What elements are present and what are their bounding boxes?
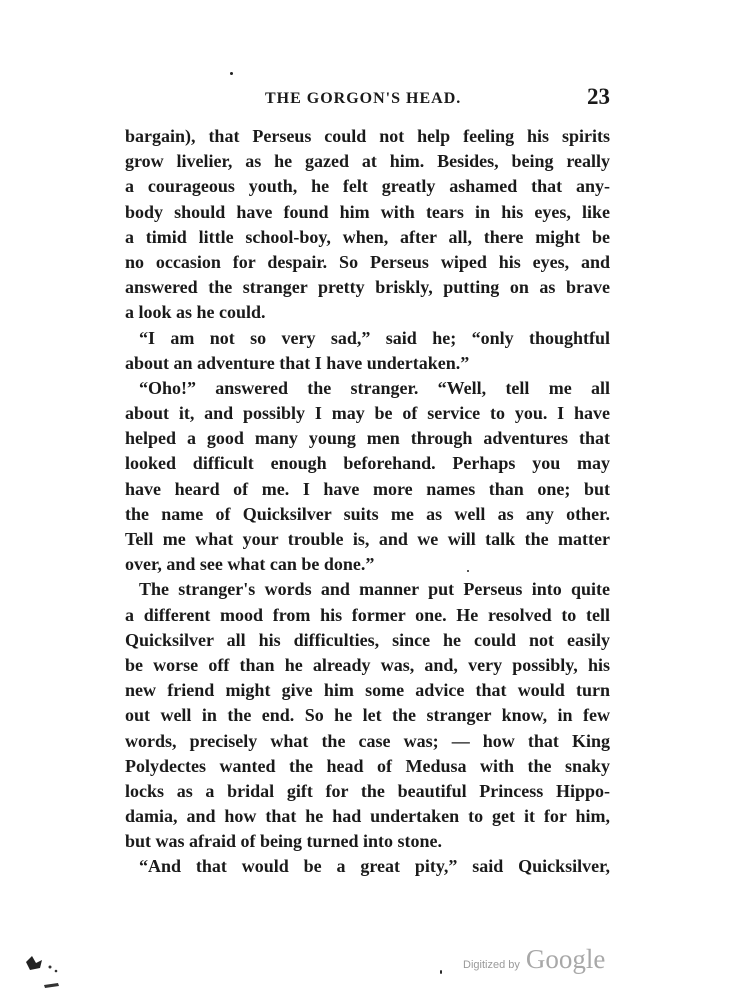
scan-speck [440,970,442,974]
text-line: “And that would be a great pity,” said Quicksilver, [139,856,610,877]
running-head-title: THE GORGON'S HEAD. [265,90,462,107]
text-line: new friend might give him some advice that would turn [125,680,610,701]
text-line: Quicksilver all his difficulties, since he could not easily [125,629,610,650]
text-line: but was afraid of being turned into stone. [125,831,443,852]
text-line: a look as he could. [125,302,266,323]
body-text [125,124,610,880]
digitized-watermark [463,944,605,975]
text-line: out well in the end. So he let the stranger know, in few [125,705,610,726]
text-line: helped a good many young men through adventures that [125,428,610,449]
text-line: no occasion for despair. So Perseus wiped his eyes, and [125,251,610,272]
page-number: 23 [587,84,610,109]
scan-speck [467,570,469,572]
text-line: about it, and possibly I may be of service to you. I have [125,403,610,424]
text-line: The stranger's words and manner put Perseus into quite [139,579,610,600]
text-line: “I am not so very sad,” said he; “only thoughtful [139,327,610,348]
text-line: be worse off than he already was, and, very possibly, his [125,654,610,675]
text-line: “Oho!” answered the stranger. “Well, tell me all [139,377,610,398]
text-line: words, precisely what the case was; — how that King [125,730,610,751]
text-line: have heard of me. I have more names than one; but [125,478,610,499]
digitized-by-label: Digitized by [463,959,520,971]
text-line: over, and see what can be done.” [125,554,375,575]
google-logo: Google [525,944,606,974]
text-line: grow livelier, as he gazed at him. Besides, being really [125,151,610,172]
text-line: damia, and how that he had undertaken to get it for him, [125,806,610,827]
text-line: a different mood from his former one. He resolved to tell [125,604,610,625]
text-line: a courageous youth, he felt greatly ashamed that any- [125,176,610,197]
text-line: about an adventure that I have undertaken.” [125,352,470,373]
text-line: Tell me what your trouble is, and we will talk the matter [125,529,610,549]
scan-speck [230,72,233,75]
text-line: body should have found him with tears in his eyes, like [125,201,610,222]
text-line: answered the stranger pretty briskly, putting on as brave [125,277,610,298]
text-line: locks as a bridal gift for the beautiful Princess Hippo- [125,780,610,801]
text-line: looked difficult enough beforehand. Perhaps you may [125,453,610,474]
ink-blot-decoration [18,950,68,995]
text-line: bargain), that Perseus could not help feeling his spirits [125,126,610,146]
text-line: the name of Quicksilver suits me as well as any other. [125,503,610,524]
running-header [125,86,610,116]
text-line: a timid little school-boy, when, after all, there might be [125,226,610,247]
text-line: Polydectes wanted the head of Medusa with the snaky [125,755,610,776]
